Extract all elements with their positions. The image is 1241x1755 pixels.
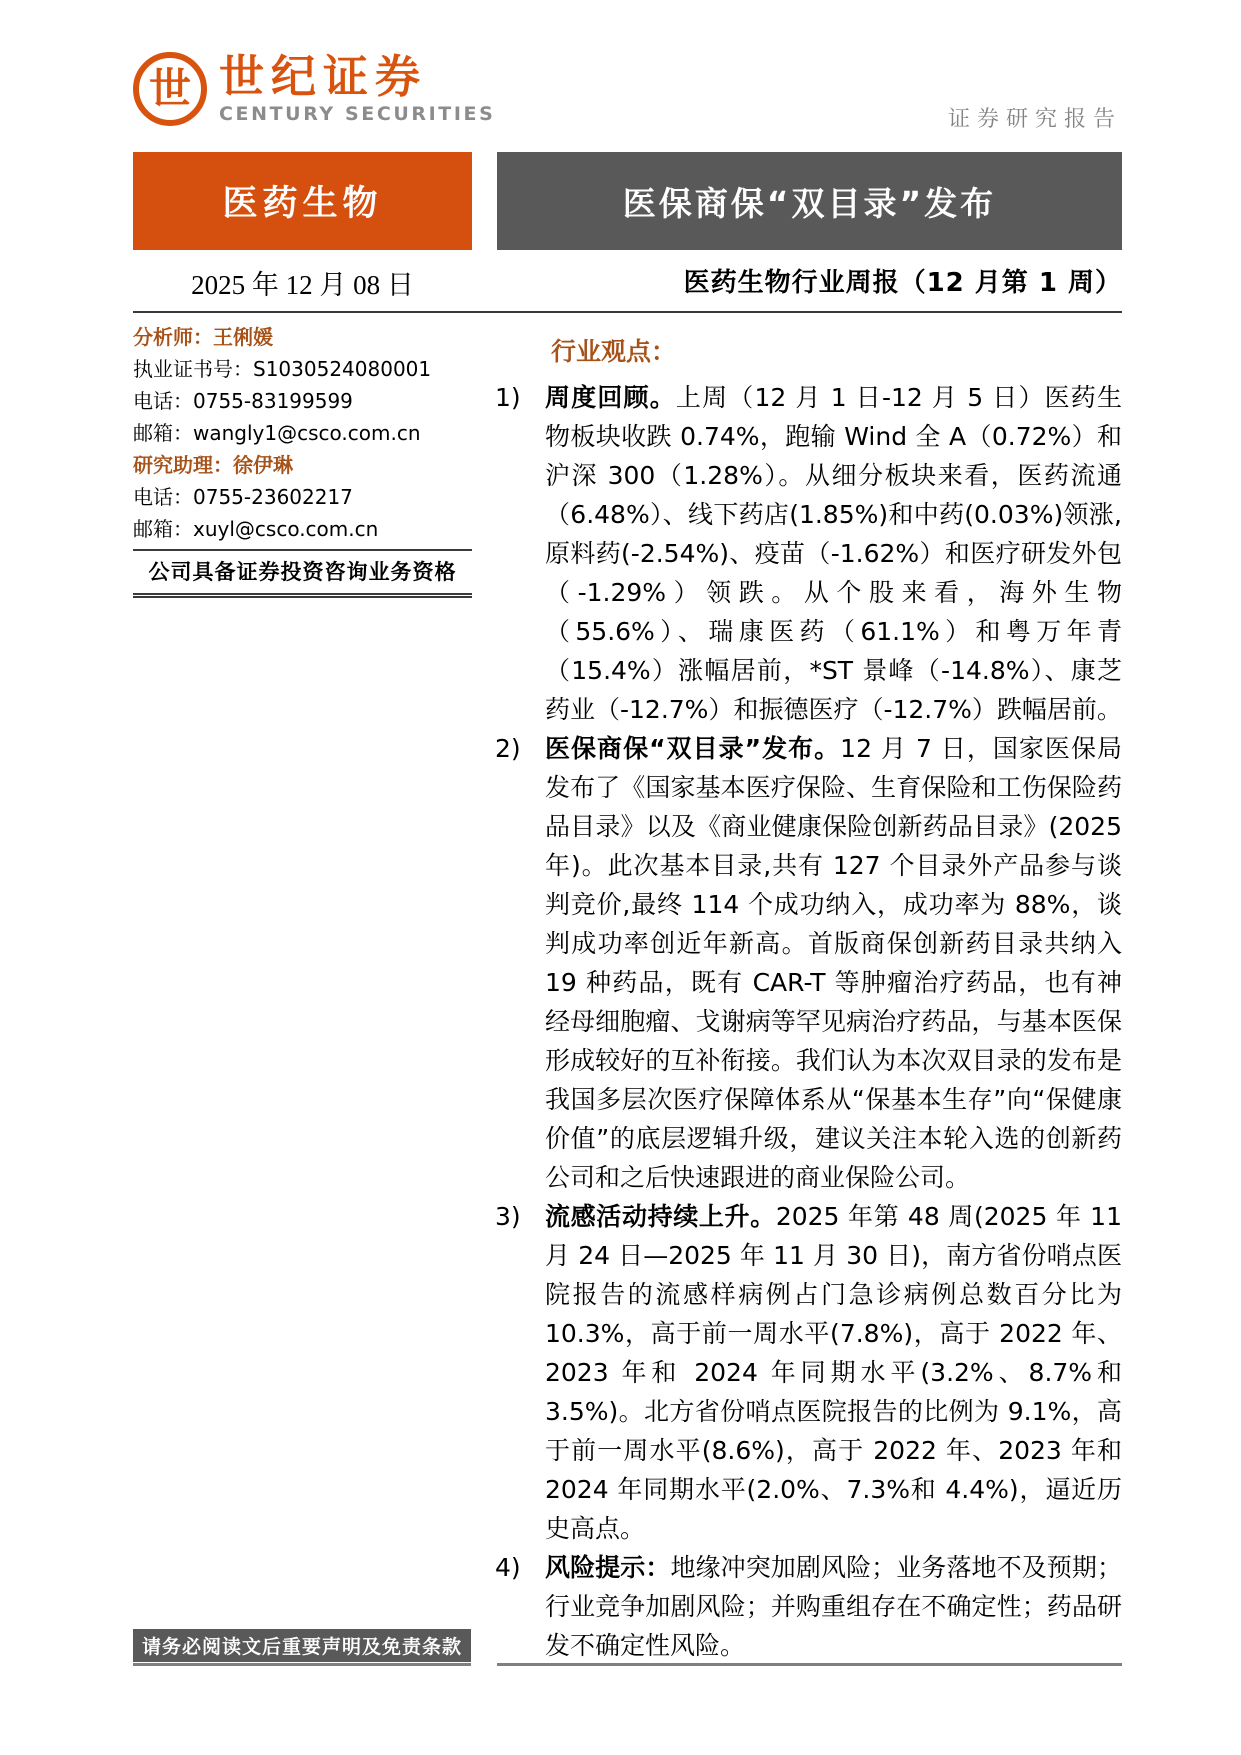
list-item-lead: 风险提示：: [545, 1553, 671, 1582]
list-item: [495, 378, 1122, 729]
list-item-lead: 流感活动持续上升。: [545, 1202, 776, 1231]
list-item-number: 4): [495, 1553, 521, 1582]
footer-divider-right: [497, 1663, 1122, 1666]
list-item-body: 12 月 7 日，国家医保局发布了《国家基本医疗保险、生育保险和工伤保险药品目录》以及《商业健康保险创新药品目录》(2025 年)。此次基本目录,共有 127 个目录外产品参与谈判竞价,最终 114 个成功纳入，成功率为 88%，谈判成功率创近年新高。首版商保创新药目录共纳入 19 种药品，既有 CAR-T 等肿瘤治疗药品，也有神经母细胞瘤、戈谢病等罕见病治疗药品，与基本医保形成较好的互补衔接。我们认为本次双目录的发布是我国多层次医疗保障体系从“保基本生存”向“保健康价值”的底层逻辑升级，建议关注本轮入选的创新药公司和之后快速跟进的商业保险公司。: [545, 734, 1122, 1192]
analyst-phone-row: 电话：0755-83199599: [133, 389, 353, 413]
qualification-statement: 公司具备证券投资咨询业务资格: [133, 549, 472, 598]
list-item-text: [545, 1197, 1122, 1548]
list-item: [495, 1197, 1122, 1548]
header-divider: [133, 311, 1122, 313]
assistant-name-row: 研究助理：徐伊琳: [133, 453, 293, 477]
list-item-body: 地缘冲突加剧风险；业务落地不及预期；行业竞争加剧风险；并购重组存在不确定性；药品研发不确定性风险。: [545, 1553, 1122, 1660]
list-item-text: [545, 378, 1122, 729]
report-subtitle: 医药生物行业周报（12 月第 1 周）: [683, 268, 1122, 298]
report-type-label: 证券研究报告: [947, 107, 1122, 132]
list-item-number: 1): [495, 383, 521, 412]
analyst-name-row: 分析师：王俐媛: [133, 325, 273, 349]
list-item-text: [545, 1548, 1122, 1665]
license-number-row: 执业证书号：S1030524080001: [133, 357, 432, 381]
list-item: [495, 1548, 1122, 1665]
logo-text: [219, 49, 496, 126]
list-item-body: 2025 年第 48 周(2025 年 11 月 24 日—2025 年 11 月 30 日)，南方省份哨点医院报告的流感样病例占门急诊病例总数百分比为 10.3%，高于前一周水平(7.8%)，高于 2022 年、2023 年和 2024 年同期水平(3.2%、8.7%和 3.5%)。北方省份哨点医院报告的比例为 9.1%，高于前一周水平(8.6%)，高于 2022 年、2023 年和 2024 年同期水平(2.0%、7.3%和 4.4%)，逼近历史高点。: [545, 1202, 1122, 1543]
list-item: [495, 729, 1122, 1197]
footer-disclaimer: 请务必阅读文后重要声明及免责条款: [133, 1629, 471, 1662]
list-item-lead: 周度回顾。: [545, 383, 676, 412]
list-item-number: 2): [495, 734, 521, 763]
list-item-text: [545, 729, 1122, 1197]
report-banner: [497, 152, 1122, 250]
section-title: 行业观点：: [551, 337, 677, 366]
sector-label: 医药生物: [222, 184, 383, 224]
assistant-phone-row: 电话：0755-23602217: [133, 485, 353, 509]
banner-title: 医保商保“双目录”发布: [622, 183, 997, 223]
industry-view-section: [495, 332, 1122, 1665]
list-item-body: 上周（12 月 1 日-12 月 5 日）医药生物板块收跌 0.74%，跑输 Wind 全 A（0.72%）和沪深 300（1.28%）。从细分板块来看，医药流通（6.48%）、线下药店(1.85%)和中药(0.03%)领涨,原料药(-2.54%)、疫苗（-1.62%）和医疗研发外包（-1.29%）领跌。从个股来看，海外生物（55.6%）、瑞康医药（61.1%）和粤万年青（15.4%）涨幅居前，*ST 景峰（-14.8%）、康芝药业（-12.7%）和振德医疗（-12.7%）跌幅居前。: [545, 383, 1122, 724]
century-securities-logo-icon: [133, 52, 207, 126]
footer-divider-left: [133, 1663, 471, 1666]
list-item-lead: 医保商保“双目录”发布。: [545, 734, 841, 763]
sector-badge: [133, 152, 472, 250]
list-item-number: 3): [495, 1202, 521, 1231]
report-date: 2025 年 12 月 08 日: [191, 270, 414, 300]
company-name-cn: 世纪证券: [219, 49, 428, 103]
analyst-email-row: 邮箱：wangly1@csco.com.cn: [133, 421, 421, 445]
logo-symbol: 世: [148, 64, 191, 113]
analyst-sidebar: [133, 321, 472, 598]
assistant-email-row: 邮箱：xuyl@csco.com.cn: [133, 517, 379, 541]
company-logo: [133, 49, 496, 126]
company-name-en: CENTURY SECURITIES: [219, 103, 496, 126]
